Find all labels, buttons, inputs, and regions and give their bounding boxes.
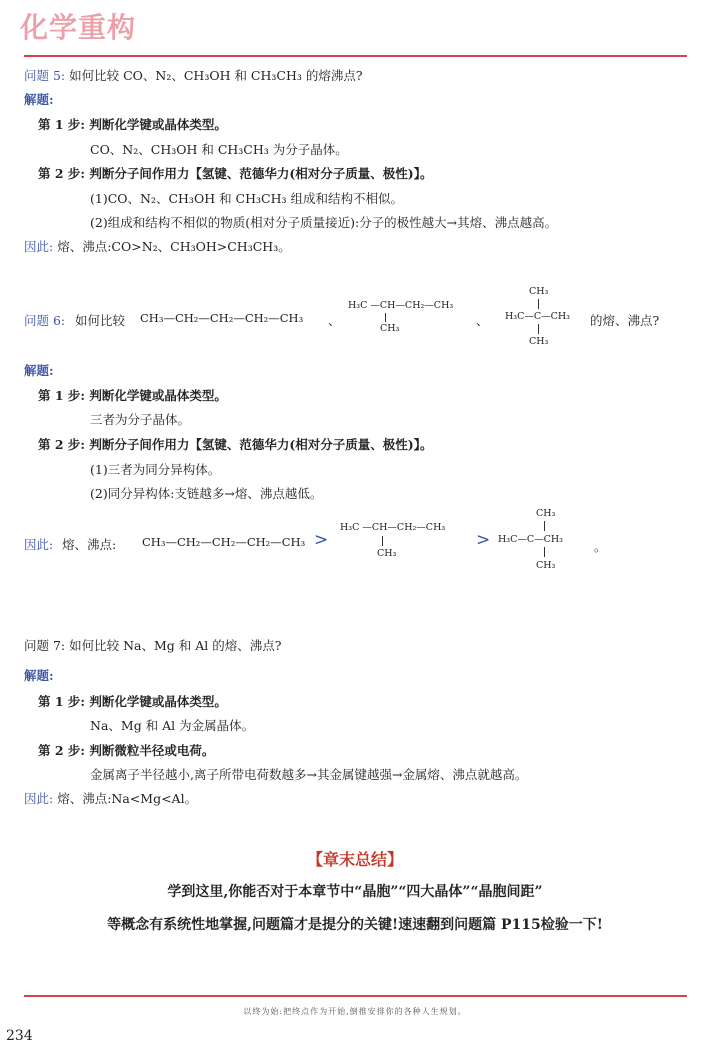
q6-question-suffix: 的熔、沸点?: [590, 313, 660, 328]
q5-step2: [38, 164, 432, 182]
q5-step1-title: 判断化学键或晶体类型。: [89, 117, 227, 132]
q5-conclusion-text: 熔、沸点:CO>N₂、CH₃OH>CH₃CH₃。: [57, 239, 291, 254]
q6-step1-text: 三者为分子晶体。: [90, 412, 191, 427]
q5-step2-label: 第 2 步:: [38, 166, 86, 181]
q5-step2-point2: (2)组成和结构不相似的物质(相对分子质量接近):分子的极性越大→其熔、沸点越高。: [90, 215, 558, 230]
q6-conclusion-pentane: CH₃—CH₂—CH₂—CH₂—CH₃: [142, 535, 306, 549]
q6-conclusion-label: 因此:: [24, 537, 54, 552]
q6-step2-title: 判断分子间作用力【氢键、范德华力(相对分子质量、极性)】。: [89, 437, 433, 452]
q6-isopentane-branch: CH₃: [380, 323, 400, 334]
q5-step2-point1: (1)CO、N₂、CH₃OH 和 CH₃CH₃ 组成和结构不相似。: [90, 191, 403, 206]
summary-line-1: 学到这里,你能否对于本章节中“晶胞”“四大晶体”“晶胞间距”: [167, 884, 543, 900]
q5-step1-text: CO、N₂、CH₃OH 和 CH₃CH₃ 为分子晶体。: [90, 142, 348, 157]
q7-step2: [38, 741, 214, 759]
summary-line-2: 等概念有系统性地掌握,问题篇才是提分的关键!速速翻到问题篇 P115检验一下!: [107, 917, 603, 933]
q6-step1-label: 第 1 步:: [38, 388, 86, 403]
page-header-title: 化学重构: [20, 11, 137, 44]
q6-conclusion-isopentane-branch: CH₃: [377, 548, 397, 559]
q7-conclusion: [24, 789, 197, 807]
q5-step1: [38, 115, 227, 133]
q6-conclusion-neopentane-bond-top: [544, 521, 545, 531]
q6-greater-than-1: >: [314, 530, 329, 550]
q5-step1-label: 第 1 步:: [38, 117, 86, 132]
q6-pentane-formula: CH₃—CH₂—CH₂—CH₂—CH₃: [140, 311, 304, 325]
footer-divider: [24, 995, 687, 997]
q7-step1-label: 第 1 步:: [38, 694, 86, 709]
q6-step2-point1: (1)三者为同分异构体。: [90, 462, 221, 477]
q5-solution-label: 解题:: [24, 92, 54, 107]
q6-conclusion-isopentane-bond: [382, 536, 383, 546]
q6-question-prefix: 如何比较: [75, 313, 126, 328]
q7-solution-label: 解题:: [24, 668, 54, 683]
q7-question-text: 如何比较 Na、Mg 和 Al 的熔、沸点?: [69, 638, 282, 653]
q6-step2-point2: (2)同分异构体:支链越多→熔、沸点越低。: [90, 486, 323, 501]
q6-neopentane-main: H₃C—C—CH₃: [505, 311, 570, 322]
q7-step2-label: 第 2 步:: [38, 743, 86, 758]
q5-question-label: 问题 5:: [24, 68, 66, 83]
q6-greater-than-2: >: [476, 530, 491, 550]
q6-conclusion-neopentane-main: H₃C—C—CH₃: [498, 534, 563, 545]
q6-conclusion-neopentane-top: CH₃: [536, 508, 556, 519]
q7-step1: [38, 692, 227, 710]
q6-step1: [38, 386, 227, 404]
q6-neopentane-bond-bottom: [538, 324, 539, 334]
q7-question-label: 问题 7:: [24, 638, 66, 653]
q5-question: [24, 66, 363, 84]
q5-conclusion: [24, 237, 291, 255]
q7-conclusion-label: 因此:: [24, 791, 54, 806]
q6-question-label: 问题 6:: [24, 313, 66, 328]
q5-conclusion-label: 因此:: [24, 239, 54, 254]
q6-separator-1: 、: [328, 313, 341, 328]
q6-end-mark: 。: [594, 539, 607, 554]
q6-conclusion-text: 熔、沸点:: [62, 537, 117, 552]
q6-neopentane-top: CH₃: [529, 286, 549, 297]
q7-conclusion-text: 熔、沸点:Na<Mg<Al。: [57, 791, 198, 806]
q6-conclusion-isopentane-main: H₃C —CH—CH₂—CH₃: [340, 522, 446, 533]
summary-title: 【章末总结】: [306, 850, 403, 869]
q6-isopentane-main: H₃C —CH—CH₂—CH₃: [348, 300, 454, 311]
q6-solution-label: 解题:: [24, 363, 54, 378]
q6-conclusion-neopentane-bond-bottom: [544, 547, 545, 557]
q6-step1-title: 判断化学键或晶体类型。: [89, 388, 227, 403]
q6-separator-2: 、: [476, 313, 489, 328]
q6-isopentane-bond: [385, 313, 386, 322]
footer-motto: 以终为始:把终点作为开始,倒推安排你的各种人生规划。: [243, 1007, 467, 1016]
q6-neopentane-bond-top: [538, 299, 539, 309]
q5-question-text: 如何比较 CO、N₂、CH₃OH 和 CH₃CH₃ 的熔沸点?: [69, 68, 363, 83]
q7-step2-title: 判断微粒半径或电荷。: [89, 743, 215, 758]
q6-conclusion-neopentane-bottom: CH₃: [536, 560, 556, 571]
q7-step1-title: 判断化学键或晶体类型。: [89, 694, 227, 709]
q7-step1-text: Na、Mg 和 Al 为金属晶体。: [90, 718, 255, 733]
header-divider: [24, 55, 687, 57]
q7-step2-text: 金属离子半径越小,离子所带电荷数越多→其金属键越强→金属熔、沸点就越高。: [90, 767, 528, 782]
q6-neopentane-bottom: CH₃: [529, 336, 549, 347]
page-number: 234: [6, 1028, 33, 1044]
q6-step2: [38, 435, 432, 453]
q6-step2-label: 第 2 步:: [38, 437, 86, 452]
q7-question: [24, 636, 281, 654]
q5-step2-title: 判断分子间作用力【氢键、范德华力(相对分子质量、极性)】。: [89, 166, 433, 181]
